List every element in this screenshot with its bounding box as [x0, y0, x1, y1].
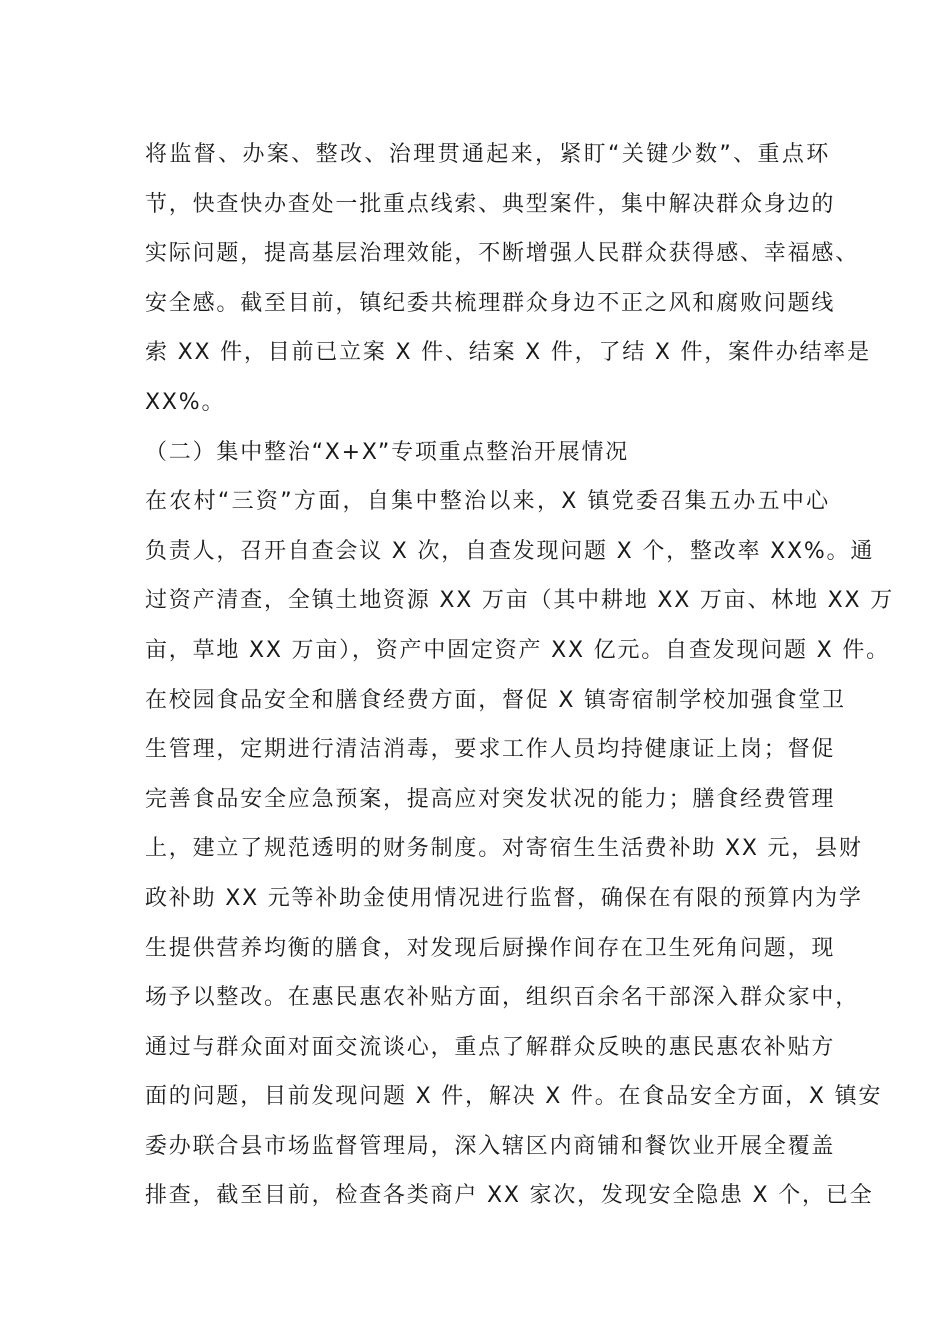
text-line-17: 生提供营养均衡的膳食，对发现后厨操作间存在卫生死角问题，现	[145, 935, 836, 961]
text-line-2: 节，快查快办查处一批重点线索、典型案件，集中解决群众身边的	[145, 191, 836, 217]
text-line-10: 过资产清查，全镇土地资源 XX 万亩（其中耕地 XX 万亩、林地 XX 万	[145, 588, 894, 614]
text-line-19: 通过与群众面对面交流谈心，重点了解群众反映的惠民惠农补贴方	[145, 1034, 836, 1060]
text-line-6: XX%。	[145, 389, 226, 415]
text-line-18: 场予以整改。在惠民惠农补贴方面，组织百余名干部深入群众家中，	[145, 985, 860, 1011]
text-line-5: 索 XX 件，目前已立案 X 件、结案 X 件，了结 X 件，案件办结率是	[145, 340, 871, 366]
text-line-20: 面的问题，目前发现问题 X 件，解决 X 件。在食品安全方面，X 镇安	[145, 1084, 883, 1110]
text-line-16: 政补助 XX 元等补助金使用情况进行监督，确保在有限的预算内为学	[145, 885, 863, 911]
text-line-21: 委办联合县市场监督管理局，深入辖区内商铺和餐饮业开展全覆盖	[145, 1133, 836, 1159]
text-line-15: 上，建立了规范透明的财务制度。对寄宿生生活费补助 XX 元，县财	[145, 836, 863, 862]
body-text	[145, 130, 894, 1221]
text-line-3: 实际问题，提高基层治理效能，不断增强人民群众获得感、幸福感、	[145, 241, 860, 267]
text-line-1: 将监督、办案、整改、治理贯通起来，紧盯“关键少数”、重点环	[145, 142, 830, 167]
text-line-8: 在农村“三资”方面，自集中整治以来，X 镇党委召集五办五中心	[145, 489, 830, 515]
text-line-9: 负责人，召开自查会议 X 次，自查发现问题 X 个，整改率 XX%。通	[145, 538, 875, 564]
text-line-22: 排查，截至目前，检查各类商户 XX 家次，发现安全隐患 X 个，已全	[145, 1183, 874, 1209]
text-line-12: 在校园食品安全和膳食经费方面，督促 X 镇寄宿制学校加强食堂卫	[145, 687, 846, 713]
text-line-13: 生管理，定期进行清洁消毒，要求工作人员均持健康证上岗；督促	[145, 737, 836, 763]
text-line-14: 完善食品安全应急预案，提高应对突发状况的能力；膳食经费管理	[145, 786, 836, 812]
text-line-11: 亩，草地 XX 万亩），资产中固定资产 XX 亿元。自查发现问题 X 件。	[145, 637, 890, 663]
section-heading: （二）集中整治“X+X”专项重点整治开展情况	[145, 439, 630, 465]
text-line-4: 安全感。截至目前，镇纪委共梳理群众身边不正之风和腐败问题线	[145, 290, 836, 316]
